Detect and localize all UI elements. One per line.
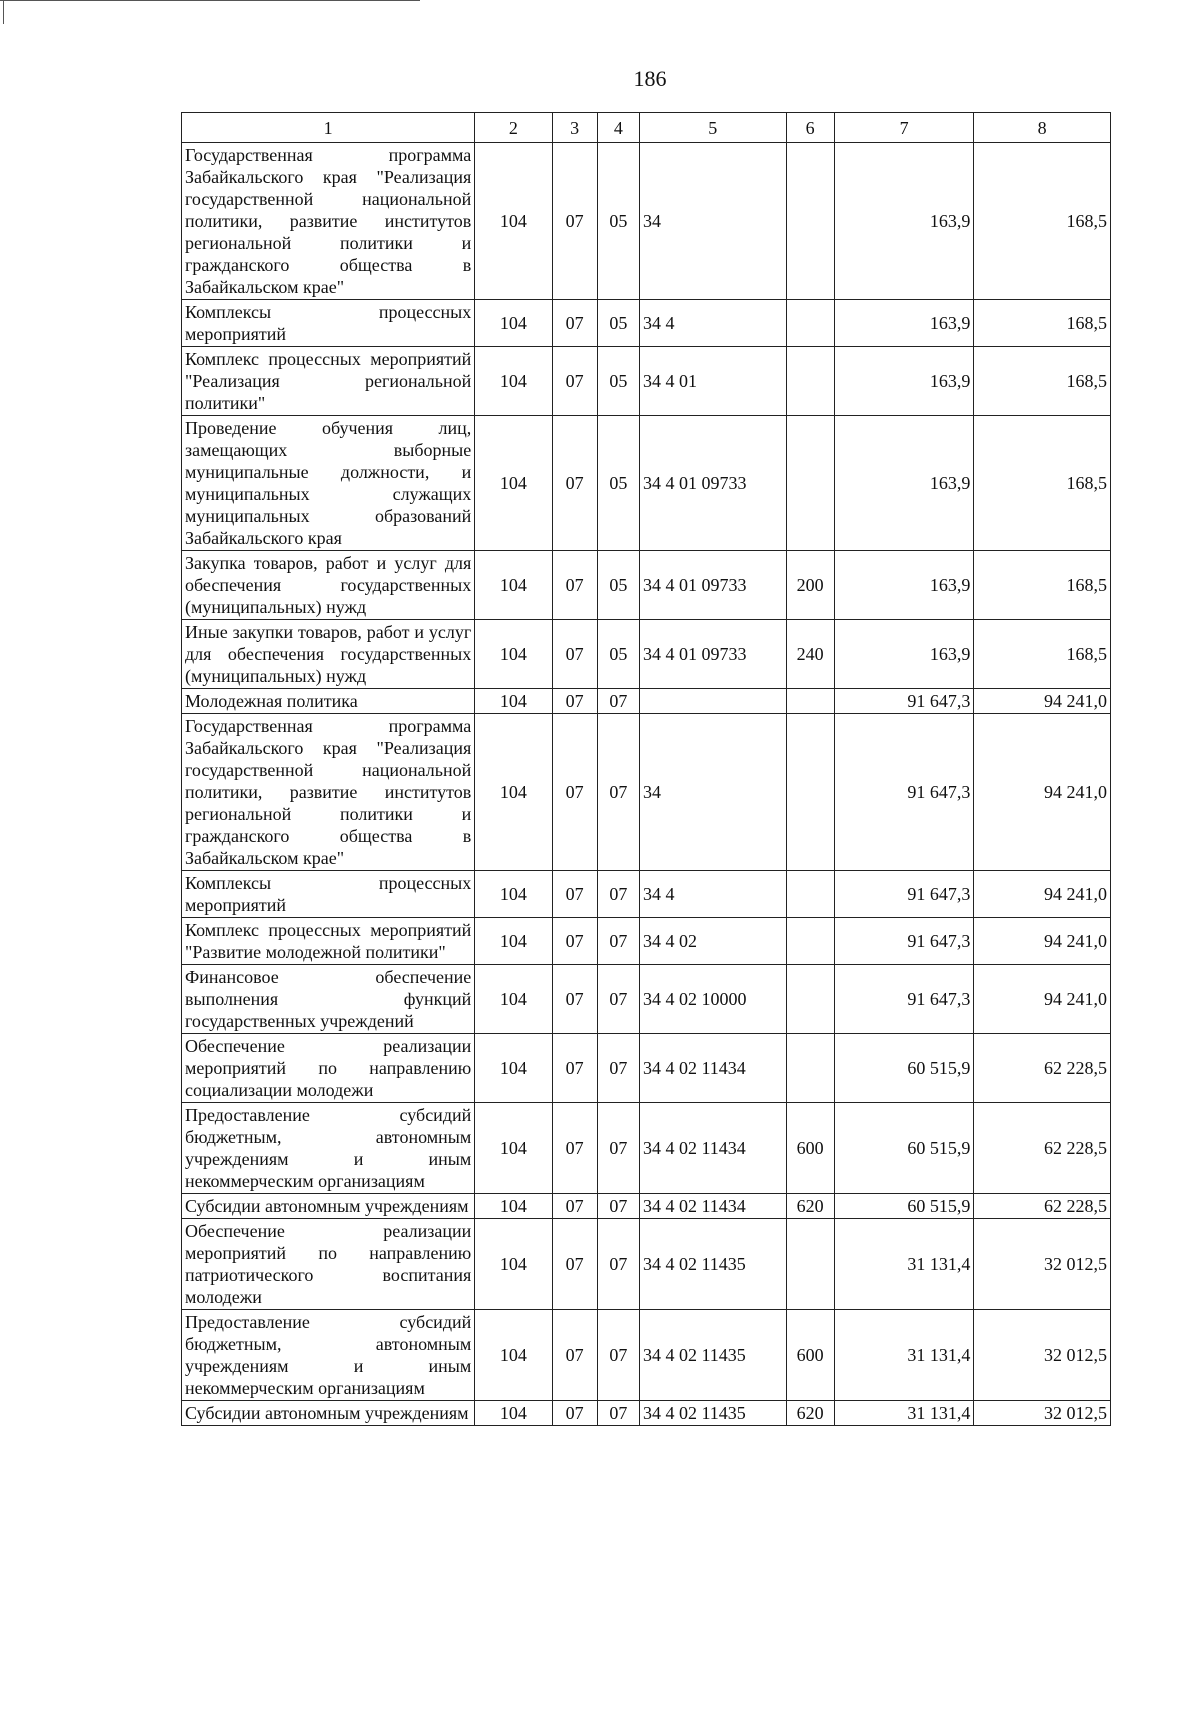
section-cell: 07 [552, 1103, 597, 1194]
admin-code-cell: 104 [475, 551, 552, 620]
table-row [182, 347, 1111, 416]
item-name-cell: Иные закупки товаров, работ и услуг для обеспечения государственных (муниципальных) нужд [182, 620, 475, 689]
scan-edge-line [0, 0, 420, 1]
table-row [182, 551, 1111, 620]
amount-col7-cell: 31 131,4 [834, 1219, 974, 1310]
table-row [182, 918, 1111, 965]
column-header: 4 [597, 113, 639, 143]
item-name-cell: Проведение обучения лиц, замещающих выборные муниципальные должности, и муниципальных служащих муниципальных образований Забайкальского края [182, 416, 475, 551]
target-article-cell [639, 689, 786, 714]
column-header: 8 [974, 113, 1111, 143]
subsection-cell: 07 [597, 1219, 639, 1310]
section-cell: 07 [552, 918, 597, 965]
amount-col7-cell: 60 515,9 [834, 1034, 974, 1103]
table-row [182, 1401, 1111, 1426]
section-cell: 07 [552, 551, 597, 620]
expense-type-cell [786, 347, 834, 416]
amount-col7-cell: 31 131,4 [834, 1401, 974, 1426]
table-body [182, 143, 1111, 1426]
amount-col7-cell: 91 647,3 [834, 965, 974, 1034]
admin-code-cell: 104 [475, 143, 552, 300]
admin-code-cell: 104 [475, 1310, 552, 1401]
table-row [182, 416, 1111, 551]
target-article-cell: 34 4 01 [639, 347, 786, 416]
amount-col7-cell: 163,9 [834, 347, 974, 416]
expense-type-cell [786, 871, 834, 918]
expense-type-cell: 620 [786, 1194, 834, 1219]
item-name-cell: Субсидии автономным учреждениям [182, 1194, 475, 1219]
target-article-cell: 34 4 02 11435 [639, 1310, 786, 1401]
target-article-cell: 34 4 [639, 300, 786, 347]
admin-code-cell: 104 [475, 1194, 552, 1219]
amount-col8-cell: 168,5 [974, 551, 1111, 620]
expense-type-cell [786, 416, 834, 551]
amount-col8-cell: 168,5 [974, 416, 1111, 551]
amount-col8-cell: 94 241,0 [974, 965, 1111, 1034]
amount-col8-cell: 32 012,5 [974, 1401, 1111, 1426]
table-row [182, 1310, 1111, 1401]
subsection-cell: 05 [597, 347, 639, 416]
target-article-cell: 34 4 02 10000 [639, 965, 786, 1034]
subsection-cell: 05 [597, 143, 639, 300]
target-article-cell: 34 4 01 09733 [639, 620, 786, 689]
section-cell: 07 [552, 689, 597, 714]
admin-code-cell: 104 [475, 347, 552, 416]
admin-code-cell: 104 [475, 1219, 552, 1310]
column-header: 7 [834, 113, 974, 143]
table-row [182, 714, 1111, 871]
subsection-cell: 07 [597, 1310, 639, 1401]
target-article-cell: 34 4 01 09733 [639, 551, 786, 620]
section-cell: 07 [552, 300, 597, 347]
section-cell: 07 [552, 965, 597, 1034]
admin-code-cell: 104 [475, 620, 552, 689]
target-article-cell: 34 4 02 11434 [639, 1103, 786, 1194]
target-article-cell: 34 4 02 11434 [639, 1194, 786, 1219]
table-row [182, 1103, 1111, 1194]
table-row [182, 300, 1111, 347]
amount-col7-cell: 163,9 [834, 143, 974, 300]
item-name-cell: Закупка товаров, работ и услуг для обеспечения государственных (муниципальных) нужд [182, 551, 475, 620]
target-article-cell: 34 4 02 [639, 918, 786, 965]
section-cell: 07 [552, 347, 597, 416]
item-name-cell: Обеспечение реализации мероприятий по направлению социализации молодежи [182, 1034, 475, 1103]
amount-col7-cell: 163,9 [834, 416, 974, 551]
admin-code-cell: 104 [475, 1401, 552, 1426]
target-article-cell: 34 4 01 09733 [639, 416, 786, 551]
amount-col7-cell: 60 515,9 [834, 1194, 974, 1219]
admin-code-cell: 104 [475, 871, 552, 918]
amount-col8-cell: 168,5 [974, 143, 1111, 300]
amount-col7-cell: 91 647,3 [834, 714, 974, 871]
column-header: 5 [639, 113, 786, 143]
subsection-cell: 05 [597, 551, 639, 620]
expense-type-cell [786, 1034, 834, 1103]
amount-col8-cell: 168,5 [974, 347, 1111, 416]
item-name-cell: Комплекс процессных мероприятий "Реализация региональной политики" [182, 347, 475, 416]
page-number: 186 [633, 66, 667, 91]
expense-type-cell: 620 [786, 1401, 834, 1426]
admin-code-cell: 104 [475, 1103, 552, 1194]
expense-type-cell [786, 965, 834, 1034]
amount-col8-cell: 62 228,5 [974, 1194, 1111, 1219]
admin-code-cell: 104 [475, 965, 552, 1034]
admin-code-cell: 104 [475, 918, 552, 965]
item-name-cell: Субсидии автономным учреждениям [182, 1401, 475, 1426]
subsection-cell: 07 [597, 1194, 639, 1219]
subsection-cell: 07 [597, 918, 639, 965]
item-name-cell: Государственная программа Забайкальского края "Реализация государственной национальной политики, развитие институтов региональной политики и гражданского общества в Забайкальском крае" [182, 714, 475, 871]
admin-code-cell: 104 [475, 714, 552, 871]
target-article-cell: 34 4 [639, 871, 786, 918]
header-row [182, 113, 1111, 143]
target-article-cell: 34 4 02 11435 [639, 1219, 786, 1310]
amount-col7-cell: 163,9 [834, 300, 974, 347]
admin-code-cell: 104 [475, 300, 552, 347]
amount-col7-cell: 163,9 [834, 551, 974, 620]
amount-col8-cell: 94 241,0 [974, 871, 1111, 918]
amount-col8-cell: 168,5 [974, 620, 1111, 689]
admin-code-cell: 104 [475, 1034, 552, 1103]
amount-col8-cell: 62 228,5 [974, 1034, 1111, 1103]
table-row [182, 143, 1111, 300]
item-name-cell: Государственная программа Забайкальского края "Реализация государственной национальной политики, развитие институтов региональной политики и гражданского общества в Забайкальском крае" [182, 143, 475, 300]
target-article-cell: 34 [639, 143, 786, 300]
column-header: 3 [552, 113, 597, 143]
section-cell: 07 [552, 620, 597, 689]
amount-col8-cell: 94 241,0 [974, 918, 1111, 965]
scan-edge-line-left [3, 0, 4, 24]
expense-type-cell [786, 918, 834, 965]
expense-type-cell [786, 143, 834, 300]
expense-type-cell [786, 1219, 834, 1310]
section-cell: 07 [552, 416, 597, 551]
amount-col7-cell: 91 647,3 [834, 871, 974, 918]
table-row [182, 1034, 1111, 1103]
subsection-cell: 07 [597, 1401, 639, 1426]
expense-type-cell: 600 [786, 1103, 834, 1194]
expense-type-cell: 600 [786, 1310, 834, 1401]
target-article-cell: 34 4 02 11434 [639, 1034, 786, 1103]
table-row [182, 689, 1111, 714]
subsection-cell: 05 [597, 416, 639, 551]
section-cell: 07 [552, 1194, 597, 1219]
item-name-cell: Финансовое обеспечение выполнения функций государственных учреждений [182, 965, 475, 1034]
expense-type-cell [786, 714, 834, 871]
item-name-cell: Обеспечение реализации мероприятий по направлению патриотического воспитания молодежи [182, 1219, 475, 1310]
subsection-cell: 07 [597, 965, 639, 1034]
subsection-cell: 07 [597, 689, 639, 714]
amount-col7-cell: 31 131,4 [834, 1310, 974, 1401]
section-cell: 07 [552, 143, 597, 300]
section-cell: 07 [552, 1401, 597, 1426]
column-header: 1 [182, 113, 475, 143]
amount-col8-cell: 32 012,5 [974, 1219, 1111, 1310]
section-cell: 07 [552, 1034, 597, 1103]
expense-type-cell: 240 [786, 620, 834, 689]
column-header: 2 [475, 113, 552, 143]
table-row [182, 1194, 1111, 1219]
admin-code-cell: 104 [475, 416, 552, 551]
subsection-cell: 07 [597, 1034, 639, 1103]
subsection-cell: 07 [597, 871, 639, 918]
amount-col8-cell: 94 241,0 [974, 714, 1111, 871]
amount-col8-cell: 94 241,0 [974, 689, 1111, 714]
amount-col8-cell: 32 012,5 [974, 1310, 1111, 1401]
item-name-cell: Комплексы процессных мероприятий [182, 871, 475, 918]
amount-col7-cell: 91 647,3 [834, 689, 974, 714]
amount-col8-cell: 62 228,5 [974, 1103, 1111, 1194]
amount-col7-cell: 91 647,3 [834, 918, 974, 965]
expense-type-cell [786, 689, 834, 714]
budget-table [181, 112, 1111, 1426]
amount-col7-cell: 60 515,9 [834, 1103, 974, 1194]
target-article-cell: 34 [639, 714, 786, 871]
column-header: 6 [786, 113, 834, 143]
section-cell: 07 [552, 1310, 597, 1401]
subsection-cell: 07 [597, 1103, 639, 1194]
amount-col8-cell: 168,5 [974, 300, 1111, 347]
item-name-cell: Предоставление субсидий бюджетным, автономным учреждениям и иным некоммерческим организациям [182, 1310, 475, 1401]
expense-type-cell [786, 300, 834, 347]
table-row [182, 965, 1111, 1034]
table-row [182, 1219, 1111, 1310]
target-article-cell: 34 4 02 11435 [639, 1401, 786, 1426]
item-name-cell: Комплекс процессных мероприятий "Развитие молодежной политики" [182, 918, 475, 965]
table-row [182, 871, 1111, 918]
subsection-cell: 05 [597, 620, 639, 689]
section-cell: 07 [552, 1219, 597, 1310]
admin-code-cell: 104 [475, 689, 552, 714]
item-name-cell: Комплексы процессных мероприятий [182, 300, 475, 347]
item-name-cell: Молодежная политика [182, 689, 475, 714]
expense-type-cell: 200 [786, 551, 834, 620]
item-name-cell: Предоставление субсидий бюджетным, автономным учреждениям и иным некоммерческим организациям [182, 1103, 475, 1194]
subsection-cell: 07 [597, 714, 639, 871]
table-row [182, 620, 1111, 689]
subsection-cell: 05 [597, 300, 639, 347]
section-cell: 07 [552, 871, 597, 918]
amount-col7-cell: 163,9 [834, 620, 974, 689]
section-cell: 07 [552, 714, 597, 871]
